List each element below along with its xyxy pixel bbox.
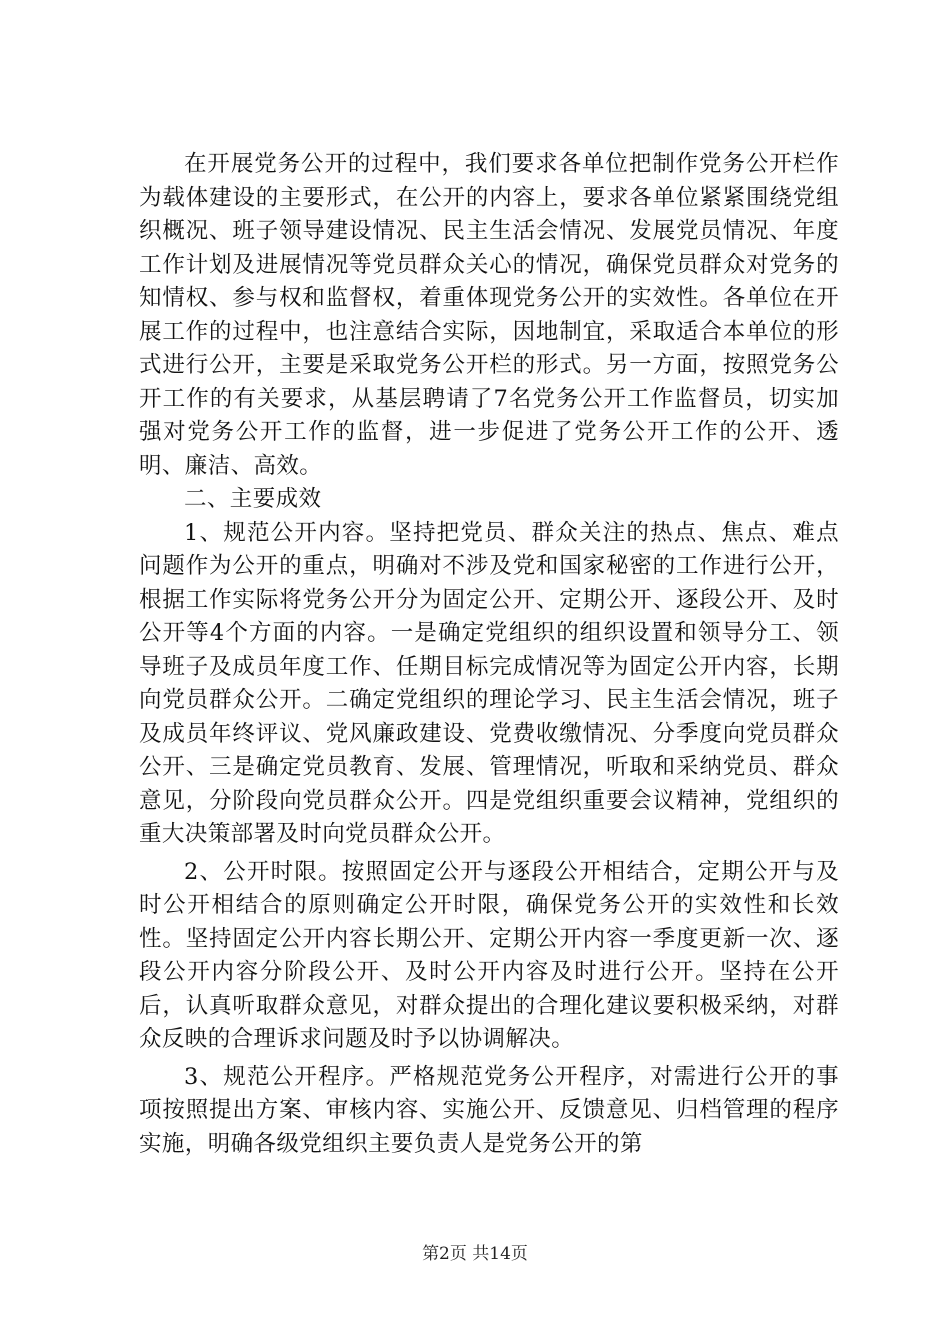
- document-body: [139, 148, 839, 1161]
- paragraph-intro: 在开展党务公开的过程中，我们要求各单位把制作党务公开栏作为载体建设的主要形式，在公开的内容上，要求各单位紧紧围绕党组织概况、班子领导建设情况、民主生活会情况、发展党员情况、年度工作计划及进展情况等党员群众关心的情况，确保党员群众对党务的知情权、参与权和监督权，着重体现党务公开的实效性。各单位在开展工作的过程中，也注意结合实际，因地制宜，采取适合本单位的形式进行公开，主要是采取党务公开栏的形式。另一方面，按照党务公开工作的有关要求，从基层聘请了7名党务公开工作监督员，切实加强对党务公开工作的监督，进一步促进了党务公开工作的公开、透明、廉洁、高效。: [139, 151, 839, 479]
- paragraph-item-1: 1、规范公开内容。坚持把党员、群众关注的热点、焦点、难点问题作为公开的重点，明确对不涉及党和国家秘密的工作进行公开，根据工作实际将党务公开分为固定公开、定期公开、逐段公开、及时公开等4个方面的内容。一是确定党组织的组织设置和领导分工、领导班子及成员年度工作、任期目标完成情况等为固定公开内容，长期向党员群众公开。二确定党组织的理论学习、民主生活会情况，班子及成员年终评议、党风廉政建设、党费收缴情况、分季度向党员群众公开、三是确定党员教育、发展、管理情况，听取和采纳党员、群众意见，分阶段向党员群众公开。四是党组织重要会议精神，党组织的重大决策部署及时向党员群众公开。: [139, 519, 839, 847]
- paragraph-item-3: 3、规范公开程序。严格规范党务公开程序，对需进行公开的事项按照提出方案、审核内容、实施公开、反馈意见、归档管理的程序实施，明确各级党组织主要负责人是党务公开的第: [139, 1063, 839, 1157]
- paragraph-item-2: 2、公开时限。按照固定公开与逐段公开相结合，定期公开与及时公开相结合的原则确定公开时限，确保党务公开的实效性和长效性。坚持固定公开内容长期公开、定期公开内容一季度更新一次、逐段公开内容分阶段公开、及时公开内容及时进行公开。坚持在公开后，认真听取群众意见，对群众提出的合理化建议要积极采纳，对群众反映的合理诉求问题及时予以协调解决。: [139, 858, 839, 1052]
- section-heading-main-results: 二、主要成效: [184, 486, 322, 512]
- page-footer: 第2页 共14页: [422, 1244, 528, 1264]
